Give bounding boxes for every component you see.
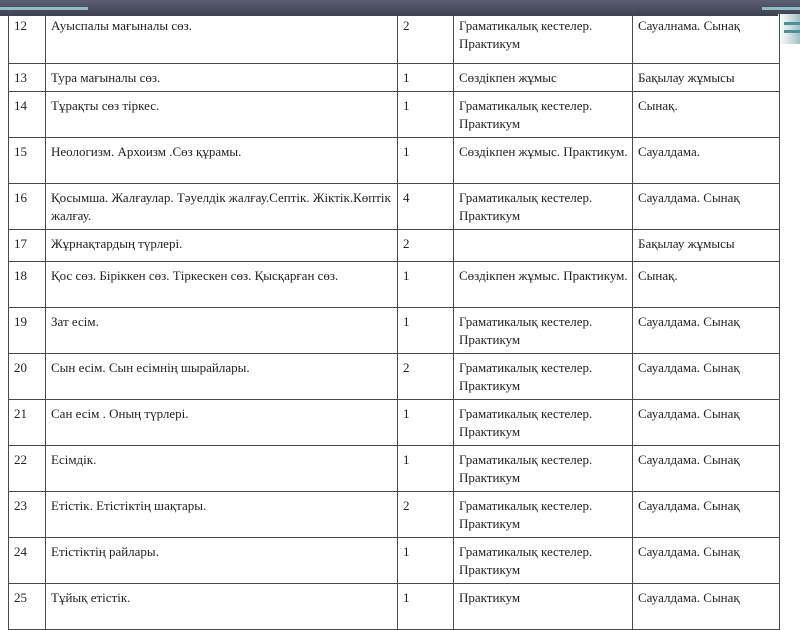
method-cell: Граматикалық кестелер. Практикум — [454, 400, 633, 446]
topic-cell: Сан есім . Оның түрлері. — [46, 400, 398, 446]
control-form-cell: Сынақ. — [633, 92, 780, 138]
slide-corner-decoration — [778, 14, 800, 44]
method-cell: Граматикалық кестелер. Практикум — [454, 184, 633, 230]
table-row — [9, 262, 780, 308]
topic-cell: Сын есім. Сын есімнің шырайлары. — [46, 354, 398, 400]
topic-cell: Неологизм. Архоизм .Сөз құрамы. — [46, 138, 398, 184]
control-form-cell: Сынақ. — [633, 262, 780, 308]
control-form-cell: Бақылау жұмысы — [633, 230, 780, 262]
topic-cell: Ауыспалы мағыналы сөз. — [46, 12, 398, 64]
row-number-cell: 14 — [9, 92, 46, 138]
topic-cell: Етістіктің райлары. — [46, 538, 398, 584]
control-form-cell: Сауалдама. Сынақ — [633, 584, 780, 630]
curriculum-table-body — [9, 12, 780, 630]
topic-cell: Тұйық етістік. — [46, 584, 398, 630]
table-row — [9, 64, 780, 92]
topic-cell: Қосымша. Жалғаулар. Тәуелдік жалғау.Септік. Жіктік.Көптік жалғау. — [46, 184, 398, 230]
row-number-cell: 22 — [9, 446, 46, 492]
method-cell: Сөздікпен жұмыс — [454, 64, 633, 92]
table-row — [9, 12, 780, 64]
row-number-cell: 17 — [9, 230, 46, 262]
control-form-cell: Сауалдама. — [633, 138, 780, 184]
method-cell — [454, 230, 633, 262]
row-number-cell: 15 — [9, 138, 46, 184]
method-cell: Граматикалық кестелер. Практикум — [454, 492, 633, 538]
hours-cell: 1 — [398, 308, 454, 354]
topic-cell: Жұрнақтардың түрлері. — [46, 230, 398, 262]
hours-cell: 1 — [398, 262, 454, 308]
hours-cell: 2 — [398, 12, 454, 64]
control-form-cell: Сауалдама. Сынақ — [633, 308, 780, 354]
hours-cell: 1 — [398, 92, 454, 138]
table-row — [9, 584, 780, 630]
method-cell: Граматикалық кестелер. Практикум — [454, 92, 633, 138]
row-number-cell: 16 — [9, 184, 46, 230]
table-row — [9, 230, 780, 262]
header-accent-left — [0, 7, 88, 10]
control-form-cell: Сауалдама. Сынақ — [633, 400, 780, 446]
table-row — [9, 400, 780, 446]
hours-cell: 1 — [398, 446, 454, 492]
topic-cell: Тура мағыналы сөз. — [46, 64, 398, 92]
hours-cell: 1 — [398, 400, 454, 446]
control-form-cell: Сауалдама. Сынақ — [633, 184, 780, 230]
control-form-cell: Бақылау жұмысы — [633, 64, 780, 92]
header-accent-right — [762, 7, 800, 10]
control-form-cell: Сауалдама. Сынақ — [633, 492, 780, 538]
curriculum-table — [8, 11, 780, 630]
method-cell: Граматикалық кестелер. Практикум — [454, 538, 633, 584]
control-form-cell: Сауалдама. Сынақ — [633, 354, 780, 400]
hours-cell: 2 — [398, 492, 454, 538]
row-number-cell: 25 — [9, 584, 46, 630]
table-row — [9, 446, 780, 492]
method-cell: Практикум — [454, 584, 633, 630]
table-row — [9, 538, 780, 584]
table-row — [9, 184, 780, 230]
row-number-cell: 19 — [9, 308, 46, 354]
row-number-cell: 20 — [9, 354, 46, 400]
method-cell: Граматикалық кестелер. Практикум — [454, 354, 633, 400]
table-row — [9, 138, 780, 184]
row-number-cell: 18 — [9, 262, 46, 308]
control-form-cell: Сауалдама. Сынақ — [633, 446, 780, 492]
hours-cell: 1 — [398, 138, 454, 184]
topic-cell: Тұрақты сөз тіркес. — [46, 92, 398, 138]
topic-cell: Қос сөз. Біріккен сөз. Тіркескен сөз. Қысқарған сөз. — [46, 262, 398, 308]
hours-cell: 4 — [398, 184, 454, 230]
hours-cell: 1 — [398, 64, 454, 92]
topic-cell: Зат есім. — [46, 308, 398, 354]
method-cell: Граматикалық кестелер. Практикум — [454, 12, 633, 64]
method-cell: Сөздікпен жұмыс. Практикум. — [454, 262, 633, 308]
row-number-cell: 13 — [9, 64, 46, 92]
method-cell: Граматикалық кестелер. Практикум — [454, 446, 633, 492]
topic-cell: Есімдік. — [46, 446, 398, 492]
table-row — [9, 92, 780, 138]
table-row — [9, 492, 780, 538]
hours-cell: 2 — [398, 354, 454, 400]
topic-cell: Етістік. Етістіктің шақтары. — [46, 492, 398, 538]
hours-cell: 2 — [398, 230, 454, 262]
row-number-cell: 12 — [9, 12, 46, 64]
hours-cell: 1 — [398, 584, 454, 630]
row-number-cell: 24 — [9, 538, 46, 584]
method-cell: Сөздікпен жұмыс. Практикум. — [454, 138, 633, 184]
control-form-cell: Сауалдама. Сынақ — [633, 538, 780, 584]
row-number-cell: 23 — [9, 492, 46, 538]
table-row — [9, 354, 780, 400]
row-number-cell: 21 — [9, 400, 46, 446]
method-cell: Граматикалық кестелер. Практикум — [454, 308, 633, 354]
control-form-cell: Сауалнама. Сынақ — [633, 12, 780, 64]
table-row — [9, 308, 780, 354]
hours-cell: 1 — [398, 538, 454, 584]
